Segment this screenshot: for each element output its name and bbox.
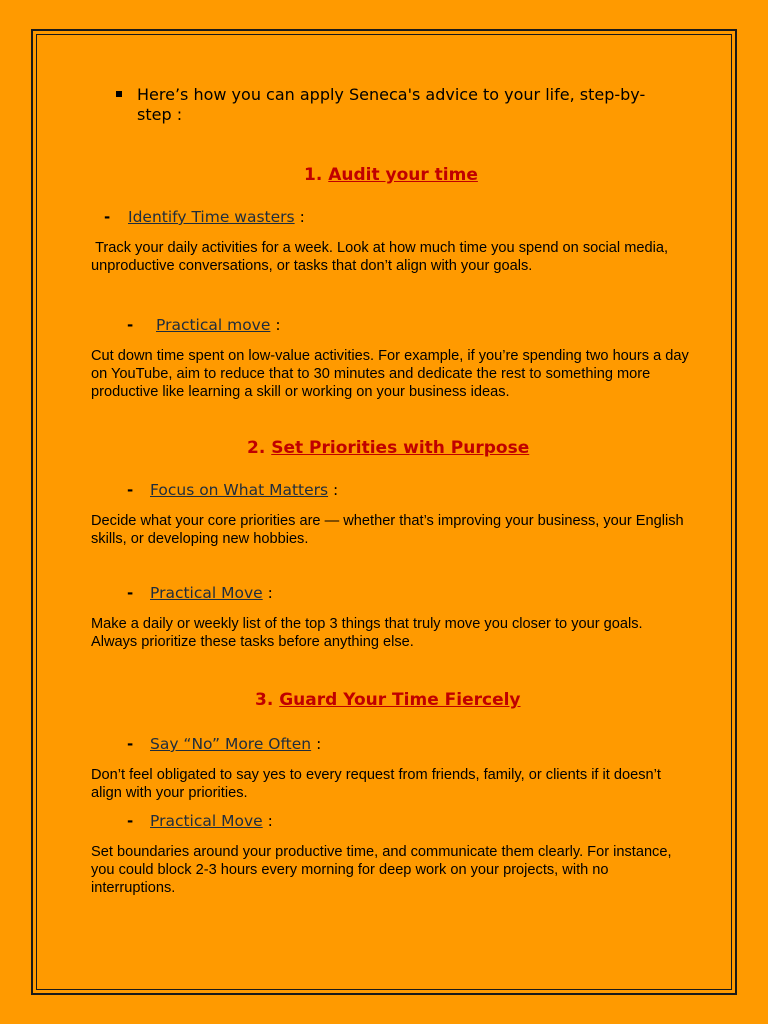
intro-text: Here’s how you can apply Seneca's advice to your life, step-by-step :	[137, 85, 646, 124]
subheading	[150, 584, 273, 602]
dash-bullet: -	[127, 584, 134, 602]
body-paragraph: Set boundaries around your productive time, and communicate them clearly. For instance, you could block 2-3 hours every morning for deep work on your projects, with no interruptions.	[91, 844, 672, 896]
dash-bullet: -	[127, 735, 134, 753]
dash-bullet: -	[104, 208, 111, 226]
body-paragraph: Decide what your core priorities are — whether that’s improving your business, your English skills, or developing new hobbies.	[91, 513, 684, 547]
section-number: 3.	[255, 690, 274, 710]
dash-bullet: -	[127, 812, 134, 830]
section-title: Guard Your Time Fiercely	[279, 690, 521, 710]
subheading-label: Practical Move	[150, 812, 263, 830]
subheading-label: Practical Move	[150, 584, 263, 602]
subheading-colon: :	[267, 812, 273, 830]
section-title: Audit your time	[328, 165, 478, 185]
section-title: Set Priorities with Purpose	[271, 438, 530, 458]
subheading	[150, 481, 338, 499]
subheading-colon: :	[333, 481, 339, 499]
subheading	[156, 316, 281, 334]
subheading-label: Focus on What Matters	[150, 481, 329, 499]
body-paragraph: Make a daily or weekly list of the top 3 things that truly move you closer to your goals. Always prioritize these tasks before anything else.	[91, 616, 643, 650]
section-number: 1.	[304, 165, 323, 185]
subheading-label: Identify Time wasters	[128, 208, 295, 226]
subheading	[128, 208, 305, 226]
section-number: 2.	[247, 438, 266, 458]
body-paragraph: Cut down time spent on low-value activities. For example, if you’re spending two hours a day on YouTube, aim to reduce that to 30 minutes and dedicate the rest to something more productive like learning a skill or working on your business ideas.	[91, 348, 689, 400]
body-paragraph: Track your daily activities for a week. Look at how much time you spend on social media, unproductive conversations, or tasks that don’t align with your goals.	[91, 240, 673, 274]
subheading-label: Practical move	[156, 316, 271, 334]
dash-bullet: -	[127, 481, 134, 499]
section-heading-3	[255, 690, 521, 710]
subheading-colon: :	[275, 316, 281, 334]
section-heading-1	[304, 165, 478, 185]
subheading	[150, 812, 273, 830]
square-bullet-icon	[116, 91, 122, 97]
subheading-colon: :	[267, 584, 273, 602]
subheading-label: Say “No” More Often	[150, 735, 312, 753]
subheading	[150, 735, 321, 753]
dash-bullet: -	[127, 316, 134, 334]
subheading-colon: :	[316, 735, 322, 753]
section-heading-2	[247, 438, 529, 458]
subheading-colon: :	[299, 208, 305, 226]
body-paragraph: Don’t feel obligated to say yes to every request from friends, family, or clients if it doesn’t align with your priorities.	[91, 767, 661, 801]
